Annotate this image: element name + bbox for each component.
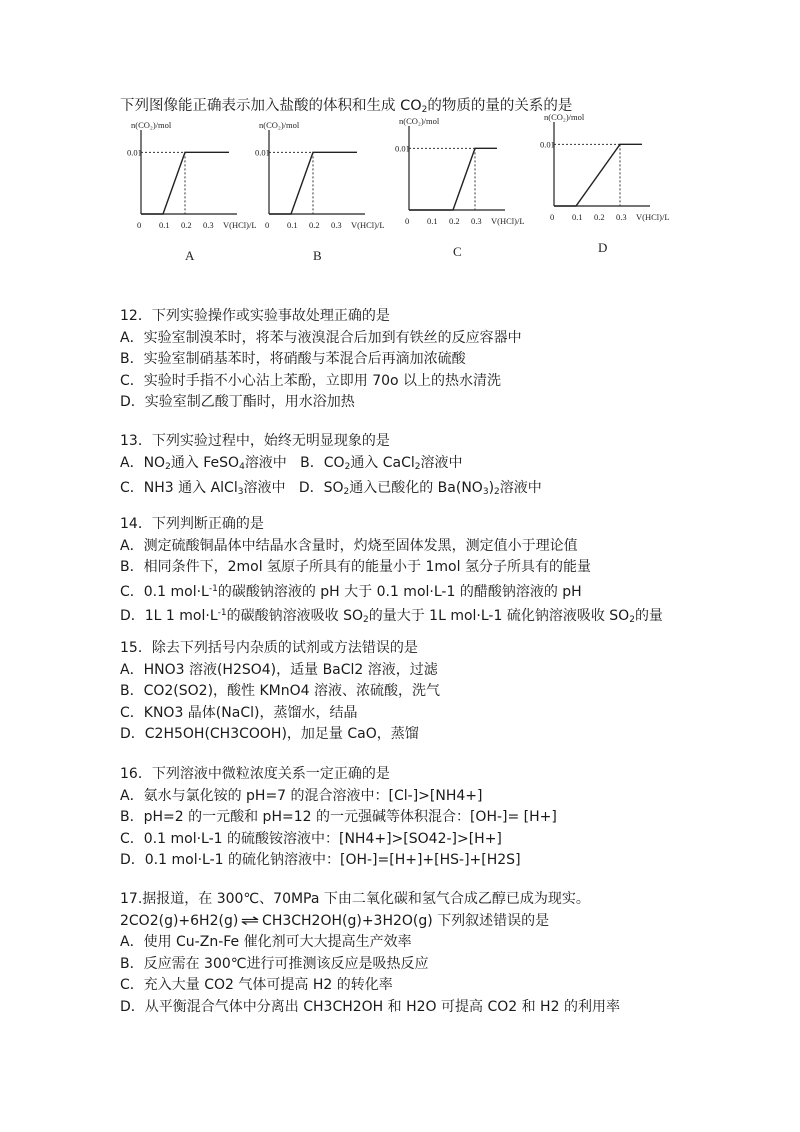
q12-option-c: C．实验时手指不小心沾上苯酚，立即用 70o 以上的热水清洗 (120, 372, 502, 389)
graph-c-xtick: 0 (405, 216, 410, 226)
q14-d-sub: 2 (362, 615, 369, 626)
q13-b-text3: 溶液中 (420, 454, 463, 471)
graph-d-xlabel: V(HCl)/L (636, 212, 670, 222)
question-16 (120, 764, 557, 872)
q15-option-d: D．C2H5OH(CH3COOH)，加足量 CaO，蒸馏 (120, 726, 419, 743)
q13-d-sub: 2 (343, 487, 350, 498)
q17-stem: 17.据报道，在 300℃、70MPa 下由二氧化碳和氢气合成乙醇已成为现实。 (120, 891, 590, 907)
q13-d-text2: 通入已酸化的 Ba(NO (349, 480, 483, 497)
q13-c-text: C．NH3 通入 AlCl (120, 480, 238, 497)
q13-b-text: B．CO (300, 454, 345, 471)
q17-option-c: C．充入大量 CO2 气体可提高 H2 的转化率 (120, 977, 393, 994)
q17-eq-left: 2CO2(g)+6H2(g) (120, 912, 239, 929)
question-14 (120, 514, 663, 632)
intro-text-end: 的物质的量的关系的是 (427, 98, 573, 114)
q15-option-a: A．HNO3 溶液(H2SO4)，适量 BaCl2 溶液，过滤 (120, 661, 438, 678)
q16-stem: 16．下列溶液中微粒浓度关系一定正确的是 (120, 766, 390, 782)
q14-d-sub2: 2 (629, 615, 635, 626)
q16-option-c: C．0.1 mol·L-1 的硫酸铵溶液中：[NH4+]>[SO42-]>[H+] (120, 830, 502, 847)
q13-c-text2: 溶液中 (243, 480, 286, 497)
intro-sub: 2 (421, 105, 428, 115)
q13-a-text2: 通入 FeSO (170, 454, 240, 471)
q12-option-d: D．实验室制乙酸丁酯时，用水浴加热 (120, 394, 355, 411)
question-13 (120, 431, 542, 504)
graph-a-xtick: 0 (137, 220, 142, 230)
q14-d-text4: 的量 (634, 608, 663, 625)
q13-d-text: D．SO (298, 480, 344, 497)
q17-option-a: A．使用 Cu-Zn-Fe 催化剂可大大提高生产效率 (120, 934, 412, 951)
q13-b-sub2: 2 (414, 461, 421, 472)
q14-d-text: D．1L 1 mol·L (120, 608, 218, 625)
graph-a-option-label: A (185, 248, 195, 263)
graph-b-xlabel: V(HCl)/L (351, 220, 385, 230)
graph-a-xtick: 0.3 (203, 220, 214, 230)
graph-a-svg (125, 118, 265, 268)
graph-c-option-label: C (453, 244, 462, 259)
question-17 (120, 889, 620, 1019)
graph-c (393, 114, 543, 268)
graph-d-xtick: 0.1 (572, 212, 583, 222)
graph-d (538, 110, 688, 264)
graph-b-option-label: B (313, 248, 322, 263)
graph-b-xtick: 0 (265, 220, 270, 230)
graph-d-option-label: D (598, 240, 608, 255)
q12-option-a: A．实验室制溴苯时，将苯与液溴混合后加到有铁丝的反应容器中 (120, 329, 522, 346)
graph-a-xlabel: V(HCl)/L (223, 220, 257, 230)
graph-c-ytick: 0.01 (395, 143, 410, 154)
q13-c-sub: 3 (237, 487, 244, 498)
graph-b (253, 118, 393, 272)
q17-eq-right: CH3CH2OH(g)+3H2O(g) 下列叙述错误的是 (262, 912, 550, 929)
graph-d-xtick: 0.3 (616, 212, 627, 222)
graph-d-curve (554, 144, 642, 206)
q16-option-d: D．0.1 mol·L-1 的硫化钠溶液中：[OH-]=[H+]+[HS-]+[H2S] (120, 852, 521, 869)
graph-a-ylabel: n(CO₂)/mol (131, 120, 172, 130)
graph-a (125, 118, 265, 272)
q13-b-sub: 2 (344, 461, 351, 472)
question-12 (120, 306, 522, 414)
q17-equation (120, 911, 620, 933)
graph-d-xtick: 0 (550, 212, 555, 222)
graph-c-plot (395, 116, 525, 259)
graph-c-xlabel: V(HCl)/L (491, 216, 525, 226)
intro-text: 下列图像能正确表示加入盐酸的体积和生成 CO (120, 98, 422, 114)
q16-option-b: B．pH=2 的一元酸和 pH=12 的一元强碱等体积混合：[OH-]= [H+] (120, 809, 557, 826)
graph-b-ytick: 0.01 (255, 147, 270, 158)
graph-d-ylabel: n(CO₂)/mol (544, 112, 585, 122)
q13-row-cd (120, 478, 542, 504)
q14-c-text: C．0.1 mol·L (120, 583, 209, 600)
graph-c-xtick: 0.3 (471, 216, 482, 226)
q13-row-ab (120, 453, 542, 479)
q14-d-text3: 的量大于 1L mol·L-1 硫化钠溶液吸收 SO (368, 608, 630, 625)
q17-option-b: B．反应需在 300℃进行可推测该反应是吸热反应 (120, 955, 429, 972)
q13-a-sub2: 4 (239, 461, 245, 472)
q16-option-a: A．氨水与氯化铵的 pH=7 的混合溶液中：[Cl-]>[NH4+] (120, 787, 483, 804)
graph-b-plot (255, 120, 385, 263)
graph-a-xtick: 0.2 (181, 220, 192, 230)
graph-c-ylabel: n(CO₂)/mol (399, 116, 440, 126)
q12-option-b: B．实验室制硝基苯时，将硝酸与苯混合后再滴加浓硫酸 (120, 351, 466, 368)
q13-stem: 13．下列实验过程中，始终无明显现象的是 (120, 433, 390, 449)
q15-option-b: B．CO2(SO2)，酸性 KMnO4 溶液、浓硫酸，洗气 (120, 683, 441, 700)
q14-option-c (120, 579, 663, 604)
q12-stem: 12．下列实验操作或实验事故处理正确的是 (120, 308, 390, 324)
graph-d-svg (538, 110, 688, 260)
graph-d-plot (540, 112, 670, 255)
q13-d-text3: ) (488, 480, 495, 497)
q14-stem: 14．下列判断正确的是 (120, 516, 264, 532)
q13-a-text3: 溶液中 (244, 454, 287, 471)
graph-b-xtick: 0.1 (287, 220, 298, 230)
graph-a-plot (127, 120, 257, 263)
question-15 (120, 638, 440, 746)
q14-option-a: A．测定硫酸铜晶体中结晶水含量时，灼烧至固体发黑，测定值小于理论值 (120, 537, 578, 554)
graph-c-xtick: 0.2 (449, 216, 460, 226)
q14-d-text2: 的碳酸钠溶液吸收 SO (226, 608, 363, 625)
q13-b-text2: 通入 CaCl (350, 454, 415, 471)
graph-d-ytick: 0.01 (540, 139, 555, 150)
intro-question (120, 94, 572, 115)
equilibrium-arrow-icon: ⇌ (240, 912, 260, 929)
graph-d-xtick: 0.2 (594, 212, 605, 222)
q13-d-text4: 溶液中 (499, 480, 542, 497)
graph-b-xtick: 0.3 (331, 220, 342, 230)
graph-a-xtick: 0.1 (159, 220, 170, 230)
graph-b-ylabel: n(CO₂)/mol (259, 120, 300, 130)
graph-c-curve (409, 148, 497, 210)
q13-d-sub3: 2 (494, 487, 500, 498)
q15-option-c: C．KNO3 晶体(NaCl)，蒸馏水，结晶 (120, 704, 358, 721)
graph-c-xtick: 0.1 (427, 216, 438, 226)
q14-option-d (120, 603, 663, 632)
graph-b-svg (253, 118, 393, 268)
q15-stem: 15．除去下列括号内杂质的试剂或方法错误的是 (120, 640, 418, 656)
graph-b-xtick: 0.2 (309, 220, 320, 230)
q13-a-text: A．NO (120, 454, 166, 471)
q14-d-sup: -1 (217, 608, 227, 619)
q14-c-text2: 的碳酸钠溶液的 pH 大于 0.1 mol·L-1 的醋酸钠溶液的 pH (217, 583, 582, 600)
graph-c-svg (393, 114, 543, 264)
q17-option-d: D．从平衡混合气体中分离出 CH3CH2OH 和 H2O 可提高 CO2 和 H2 的利用率 (120, 998, 620, 1015)
q13-d-sub2: 3 (482, 487, 489, 498)
q14-c-sup: -1 (208, 583, 218, 594)
graph-a-ytick: 0.01 (127, 147, 142, 158)
q14-option-b: B．相同条件下，2mol 氢原子所具有的能量小于 1mol 氢分子所具有的能量 (120, 559, 591, 576)
q13-a-sub: 2 (165, 461, 171, 472)
